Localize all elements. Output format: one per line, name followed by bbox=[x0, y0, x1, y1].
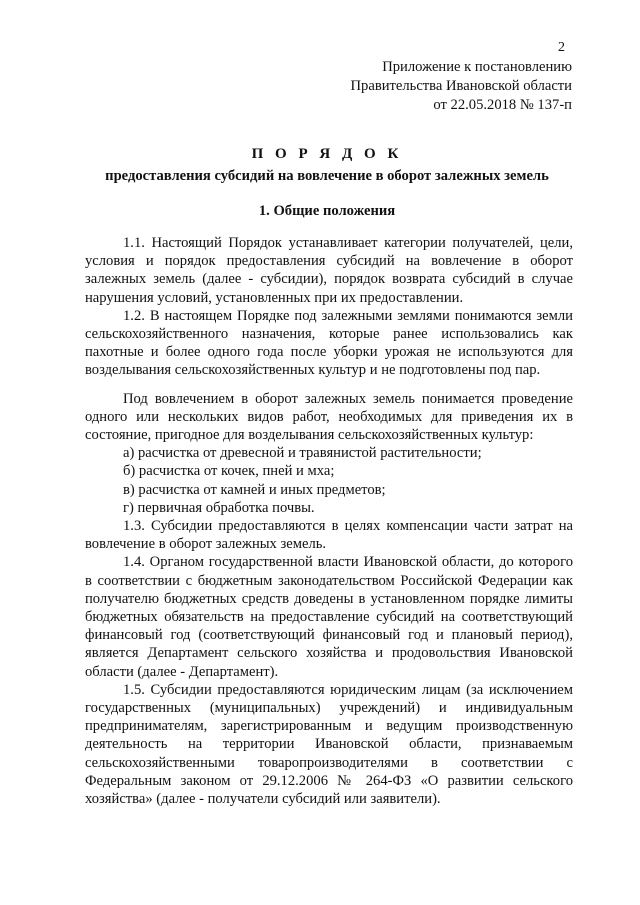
paragraph-1-3: 1.3. Субсидии предоставляются в целях компенсации части затрат на вовлечение в оборот залежных земель. bbox=[85, 518, 573, 553]
list-item-a: а) расчистка от древесной и травянистой растительности; bbox=[123, 445, 482, 462]
appendix-header bbox=[351, 58, 572, 115]
page-number: 2 bbox=[558, 40, 565, 55]
paragraph-involvement: Под вовлечением в оборот залежных земель понимается проведение одного или нескольких видов работ, необходимых для приведения их в состояние, пригодное для возделывания сельскохозяйственных культур: bbox=[85, 390, 573, 444]
appendix-line-1: Приложение к постановлению bbox=[382, 59, 572, 75]
list-item-b: б) расчистка от кочек, пней и мха; bbox=[123, 463, 335, 480]
paragraph-1-2: 1.2. В настоящем Порядке под залежными землями понимаются земли сельскохозяйственного назначения, которые ранее использовались как пахотные и более одного года после уборки урожая не используются для возделывания сельскохозяйственных культур и не подготовлены под пар. bbox=[85, 307, 573, 379]
section-title: 1. Общие положения bbox=[258, 203, 396, 219]
appendix-line-2: Правительства Ивановской области bbox=[350, 78, 572, 94]
body-text bbox=[85, 234, 573, 808]
document-title: П О Р Я Д О К bbox=[251, 146, 403, 162]
document-subtitle: предоставления субсидий на вовлечение в оборот залежных земель bbox=[105, 168, 549, 184]
paragraph-1-5: 1.5. Субсидии предоставляются юридическим лицам (за исключением государственных (муниципальных) учреждений) и индивидуальным предпринимателям, зарегистрированным и ведущим производственную деятельность на территории Ивановской области, признаваемым сельскохозяйственными товаропроизводителями в соответствии с Федеральным законом от 29.12.2006 № 264-ФЗ «О развитии сельского хозяйства» (далее - получатели субсидий или заявители). bbox=[85, 681, 573, 808]
paragraph-1-1: 1.1. Настоящий Порядок устанавливает категории получателей, цели, условия и порядок предоставления субсидий на вовлечение в оборот залежных земель (далее - субсидии), порядок возврата субсидий в случае нарушения условий, установленных при их предоставлении. bbox=[85, 235, 573, 306]
list-item-d: г) первичная обработка почвы. bbox=[123, 499, 315, 516]
list-item-c: в) расчистка от камней и иных предметов; bbox=[123, 481, 386, 498]
appendix-line-3: от 22.05.2018 № 137-п bbox=[433, 97, 572, 113]
paragraph-1-4: 1.4. Органом государственной власти Ивановской области, до которого в соответствии с бюджетным законодательством Российской Федерации как получателю бюджетных средств доведены в установленном порядке лимиты бюджетных обязательств на предоставление субсидий на соответствующий финансовый год (соответствующий финансовый год и плановый период), является Департамент сельского хозяйства и продовольствия Ивановской области (далее - Департамент). bbox=[85, 554, 573, 680]
